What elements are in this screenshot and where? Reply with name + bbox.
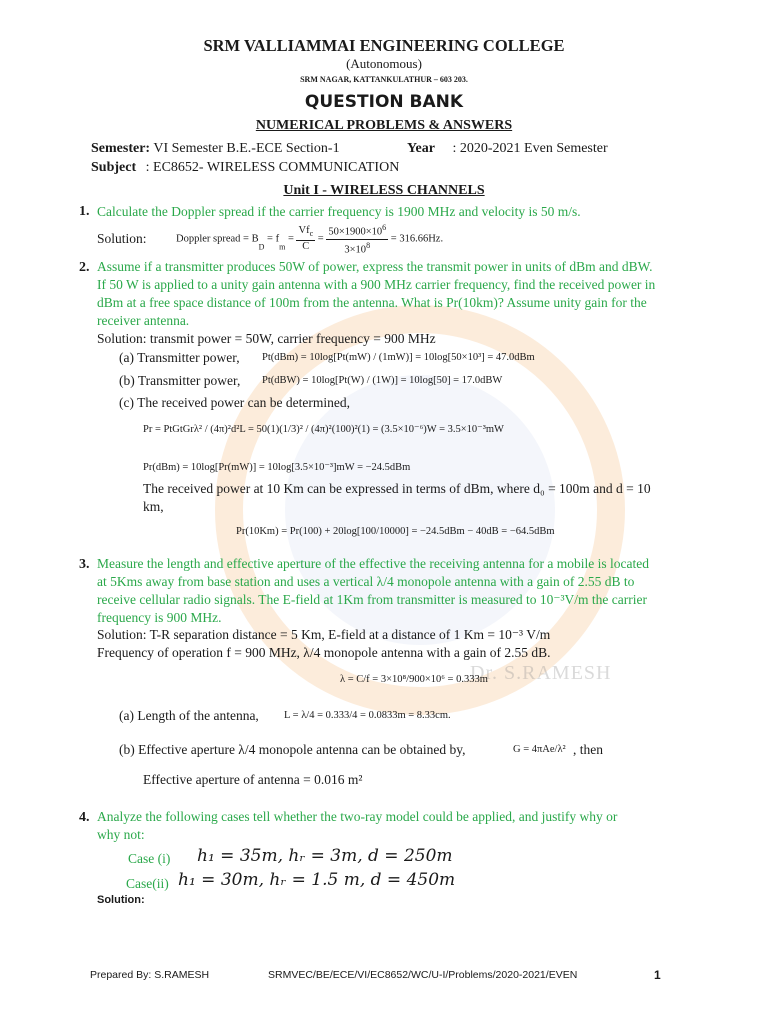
question-1-number: 1. <box>79 204 90 219</box>
semester-value: VI Semester B.E.-ECE Section-1 <box>153 141 340 156</box>
year-label: Year <box>407 141 435 156</box>
q4-solution-label: Solution: <box>97 894 145 906</box>
q3-part-b-label: (b) Effective aperture λ/4 monopole antenna can be obtained by, <box>119 742 466 757</box>
q3-length-formula: L = λ/4 = 0.333/4 = 0.0833m = 8.33cm. <box>284 710 451 721</box>
question-4-line-2: why not: <box>97 827 145 842</box>
subject-row <box>91 160 399 176</box>
q2-solution: Solution: transmit power = 50W, carrier frequency = 900 MHz <box>97 331 436 346</box>
case-1-expression: h₁ = 35m, hᵣ = 3m, d = 250m <box>197 846 453 866</box>
question-4-number: 4. <box>79 810 90 825</box>
q3-part-b-suffix: , then <box>573 742 603 757</box>
question-2-line-2: If 50 W is applied to a unity gain antenna with a 900 MHz carrier frequency, find the received power in <box>97 277 656 292</box>
question-3-number: 3. <box>79 557 90 572</box>
footer-document-code: SRMVEC/BE/ECE/VI/EC8652/WC/U-I/Problems/2020-2021/EVEN <box>268 969 578 981</box>
q2-part-a-formula: Pt(dBm) = 10log[Pt(mW) / (1mW)] = 10log[50×10³] = 47.0dBm <box>262 352 535 363</box>
page-title: QUESTION BANK <box>304 92 464 112</box>
page-number: 1 <box>654 968 661 982</box>
q2-part-a-label: (a) Transmitter power, <box>119 350 240 365</box>
question-3-line-4: frequency is 900 MHz. <box>97 610 222 625</box>
question-1-text: Calculate the Doppler spread if the carrier frequency is 1900 MHz and velocity is 50 m/s. <box>97 204 581 219</box>
q1-solution-label: Solution: <box>97 231 147 246</box>
watermark-text: Dr. S.RAMESH <box>470 662 612 684</box>
q2-text-line-1: The received power at 10 Km can be expressed in terms of dBm, where d₀ = 100m and d = 10 <box>143 481 651 496</box>
year-row <box>407 141 608 157</box>
question-3-line-3: receive cellular radio signals. The E-field at 1Km from transmitter is measured to 10⁻³V/m the carrier <box>97 592 647 607</box>
q3-wavelength-formula: λ = C/f = 3×10⁸/900×10⁶ = 0.333m <box>340 674 488 685</box>
autonomous-label: (Autonomous) <box>346 56 422 71</box>
semester-row <box>91 141 340 157</box>
subject-label: Subject <box>91 160 137 175</box>
q2-text-line-2: km, <box>143 499 164 514</box>
q2-part-c-label: (c) The received power can be determined, <box>119 395 351 410</box>
q3-gain-formula: G = 4πAe/λ² <box>513 744 566 755</box>
q3-solution-line-2: Frequency of operation f = 900 MHz, λ/4 monopole antenna with a gain of 2.55 dB. <box>97 645 551 660</box>
case-2-label: Case(ii) <box>126 876 169 891</box>
question-3-line-2: at 5Kms away from base station and uses a vertical λ/4 monopole antenna with a gain of 2.55 dB to <box>97 574 635 589</box>
year-value: : 2020-2021 Even Semester <box>452 141 608 156</box>
footer-prepared-by: Prepared By: S.RAMESH <box>90 969 210 981</box>
q3-effective-aperture: Effective aperture of antenna = 0.016 m² <box>143 772 363 787</box>
question-4-line-1: Analyze the following cases tell whether the two-ray model could be applied, and justify why or <box>97 809 618 824</box>
semester-label: Semester: <box>91 141 151 156</box>
q1-doppler-formula: Doppler spread = $B_D = f_m$ = $\frac{Vf_c}{C}$ = $\frac{50\times 1900\times 10^6}{3\times 10^8}$ = 316.66Hz. <box>176 223 444 255</box>
q3-solution-line-1: Solution: T-R separation distance = 5 Km, E-field at a distance of 1 Km = 10⁻³ V/m <box>97 627 551 642</box>
college-name: SRM VALLIAMMAI ENGINEERING COLLEGE <box>203 36 565 55</box>
case-1-label: Case (i) <box>128 851 171 866</box>
q2-received-power-dbm: Pr(dBm) = 10log[Pr(mW)] = 10log[3.5×10⁻³]mW = −24.5dBm <box>143 462 411 473</box>
question-2-number: 2. <box>79 260 90 275</box>
q2-part-b-formula: Pt(dBW) = 10log[Pt(W) / (1W)] = 10log[50] = 17.0dBW <box>262 375 503 386</box>
unit-title: Unit I - WIRELESS CHANNELS <box>283 183 485 198</box>
question-2-line-1: Assume if a transmitter produces 50W of power, express the transmit power in units of dBm and dBW. <box>97 259 653 274</box>
q2-part-b-label: (b) Transmitter power, <box>119 373 241 388</box>
q2-received-power-formula: Pr = PtGtGrλ² / (4π)²d²L = 50(1)(1/3)² / (4π)²(100)²(1) = (3.5×10⁻⁶)W = 3.5×10⁻³mW <box>143 424 504 435</box>
subject-value: : EC8652- WIRELESS COMMUNICATION <box>145 160 400 175</box>
q3-part-a-label: (a) Length of the antenna, <box>119 708 259 723</box>
case-2-expression: h₁ = 30m, hᵣ = 1.5 m, d = 450m <box>178 870 456 890</box>
question-3-line-1: Measure the length and effective aperture of the effective the receiving antenna for a mobile is located <box>97 556 649 571</box>
q2-10km-formula: Pr(10Km) = Pr(100) + 20log[100/10000] = −24.5dBm − 40dB = −64.5dBm <box>236 526 555 537</box>
page-subtitle: NUMERICAL PROBLEMS & ANSWERS <box>255 118 513 133</box>
question-2-line-4: receiver antenna. <box>97 313 190 328</box>
question-2-line-3: dBm at a free space distance of 100m from the antenna. What is Pr(10km)? Assume unity gain for the <box>97 295 647 310</box>
college-address: SRM NAGAR, KATTANKULATHUR – 603 203. <box>300 75 468 84</box>
